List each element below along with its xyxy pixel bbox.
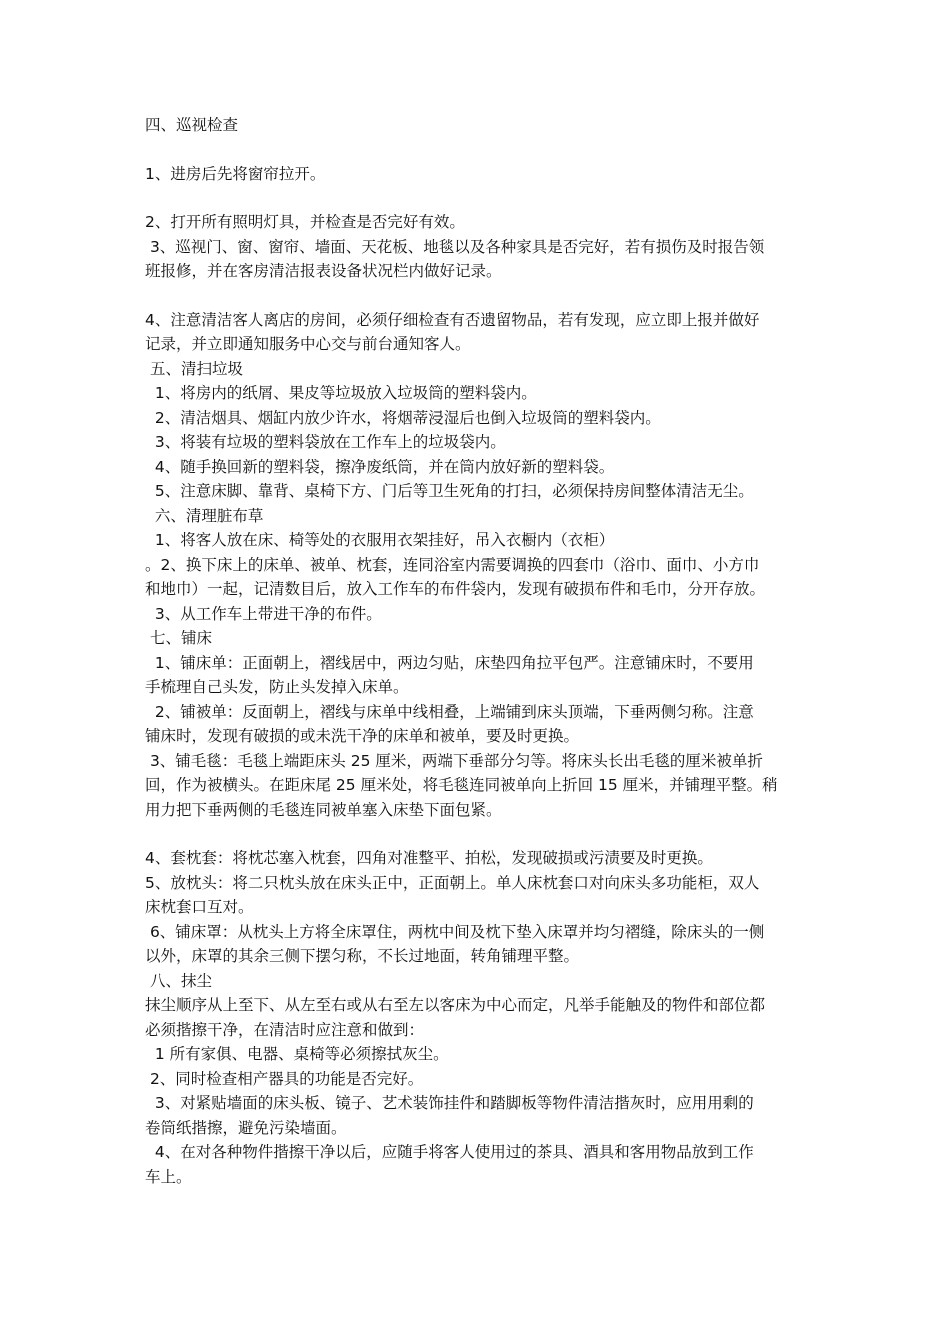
blank-line (145, 186, 810, 210)
paragraph-line: 4、注意清洁客人离店的房间，必须仔细检查有否遗留物品，若有发现，应立即上报并做好 (145, 310, 760, 329)
paragraph-line: 2、打开所有照明灯具，并检查是否完好有效。 (145, 213, 465, 231)
paragraph-line: 5、放枕头：将二只枕头放在床头正中，正面朝上。单人床枕套口对向床头多功能柜，双人 (145, 873, 760, 892)
paragraph-line: 3、将装有垃圾的塑料袋放在工作车上的垃圾袋内。 (145, 433, 506, 451)
paragraph-line: 记录，并立即通知服务中心交与前台通知客人。 (145, 335, 471, 353)
paragraph-line: 必须揩擦干净，在清洁时应注意和做到： (145, 1020, 425, 1039)
paragraph-line: 。2、换下床上的床单、被单、枕套，连同浴室内需要调换的四套巾（浴巾、面巾、小方巾 (145, 555, 760, 574)
section-heading: 四、巡视检查 (145, 116, 239, 134)
paragraph-line: 4、套枕套：将枕芯塞入枕套，四角对准整平、拍松，发现破损或污渍要及时更换。 (145, 849, 713, 867)
section-heading: 五、清扫垃圾 (145, 359, 243, 378)
paragraph-line: 4、随手换回新的塑料袋，擦净废纸筒，并在筒内放好新的塑料袋。 (145, 457, 615, 476)
paragraph-line: 床枕套口互对。 (145, 898, 254, 916)
paragraph-line: 车上。 (145, 1167, 192, 1186)
paragraph-line: 3、铺毛毯：毛毯上端距床头 25 厘米，两端下垂部分匀等。将床头长出毛毯的厘米被单折 (145, 751, 763, 770)
paragraph-line: 手梳理自己头发，防止头发掉入床单。 (145, 678, 409, 696)
section-heading: 八、抹尘 (145, 971, 212, 990)
blank-line (145, 284, 810, 308)
paragraph-line: 和地巾）一起，记清数目后，放入工作车的布件袋内，发现有破损布件和毛巾，分开存放。 (145, 580, 766, 598)
paragraph-line: 3、从工作车上带进干净的布件。 (145, 604, 382, 623)
paragraph-line: 1、将客人放在床、椅等处的衣服用衣架挂好，吊入衣橱内（衣柜） (145, 531, 615, 549)
paragraph-line: 3、巡视门、窗、窗帘、墙面、天花板、地毯以及各种家具是否完好，若有损伤及时报告领 (145, 237, 765, 256)
paragraph-line: 卷筒纸揩擦，避免污染墙面。 (145, 1118, 347, 1137)
document-body (145, 113, 810, 1189)
section-heading: 六、清理脏布草 (145, 506, 264, 525)
paragraph-line: 1、将房内的纸屑、果皮等垃圾放入垃圾筒的塑料袋内。 (145, 384, 537, 402)
section-heading: 七、铺床 (145, 629, 212, 647)
paragraph-line: 抹尘顺序从上至下、从左至右或从右至左以客床为中心而定，凡举手能触及的物件和部位都 (145, 996, 766, 1014)
blank-line (145, 138, 810, 162)
blank-line (145, 822, 810, 846)
paragraph-line: 铺床时，发现有破损的或未洗干净的床单和被单，要及时更换。 (145, 727, 580, 745)
paragraph-line: 1、进房后先将窗帘拉开。 (145, 164, 326, 183)
paragraph-line: 1、铺床单：正面朝上，褶线居中，两边匀贴，床垫四角拉平包严。注意铺床时，不要用 (145, 653, 754, 672)
paragraph-line: 3、对紧贴墙面的床头板、镜子、艺术装饰挂件和踏脚板等物件清洁揩灰时，应用用剩的 (145, 1094, 754, 1112)
paragraph-line: 1 所有家俱、电器、桌椅等必须擦拭灰尘。 (145, 1045, 449, 1063)
paragraph-line: 6、铺床罩：从枕头上方将全床罩住，两枕中间及枕下垫入床罩并均匀褶缝，除床头的一侧 (145, 922, 765, 941)
paragraph-line: 4、在对各种物件揩擦干净以后，应随手将客人使用过的茶具、酒具和客用物品放到工作 (145, 1143, 754, 1161)
paragraph-line: 2、铺被单：反面朝上，褶线与床单中线相叠，上端铺到床头顶端，下垂两侧匀称。注意 (145, 702, 754, 721)
paragraph-line: 2、清洁烟具、烟缸内放少许水，将烟蒂浸湿后也倒入垃圾筒的塑料袋内。 (145, 408, 661, 427)
paragraph-line: 2、同时检查相产器具的功能是否完好。 (145, 1069, 424, 1088)
paragraph-line: 班报修，并在客房清洁报表设备状况栏内做好记录。 (145, 262, 502, 280)
paragraph-line: 用力把下垂两侧的毛毯连同被单塞入床垫下面包紧。 (145, 800, 502, 819)
paragraph-line: 5、注意床脚、靠背、桌椅下方、门后等卫生死角的打扫，必须保持房间整体清洁无尘。 (145, 482, 754, 500)
paragraph-line: 以外，床罩的其余三侧下摆匀称，不长过地面，转角铺理平整。 (145, 947, 580, 965)
paragraph-line: 回，作为被横头。在距床尾 25 厘米处，将毛毯连同被单向上折回 15 厘米，并铺理平整。稍 (145, 776, 778, 794)
